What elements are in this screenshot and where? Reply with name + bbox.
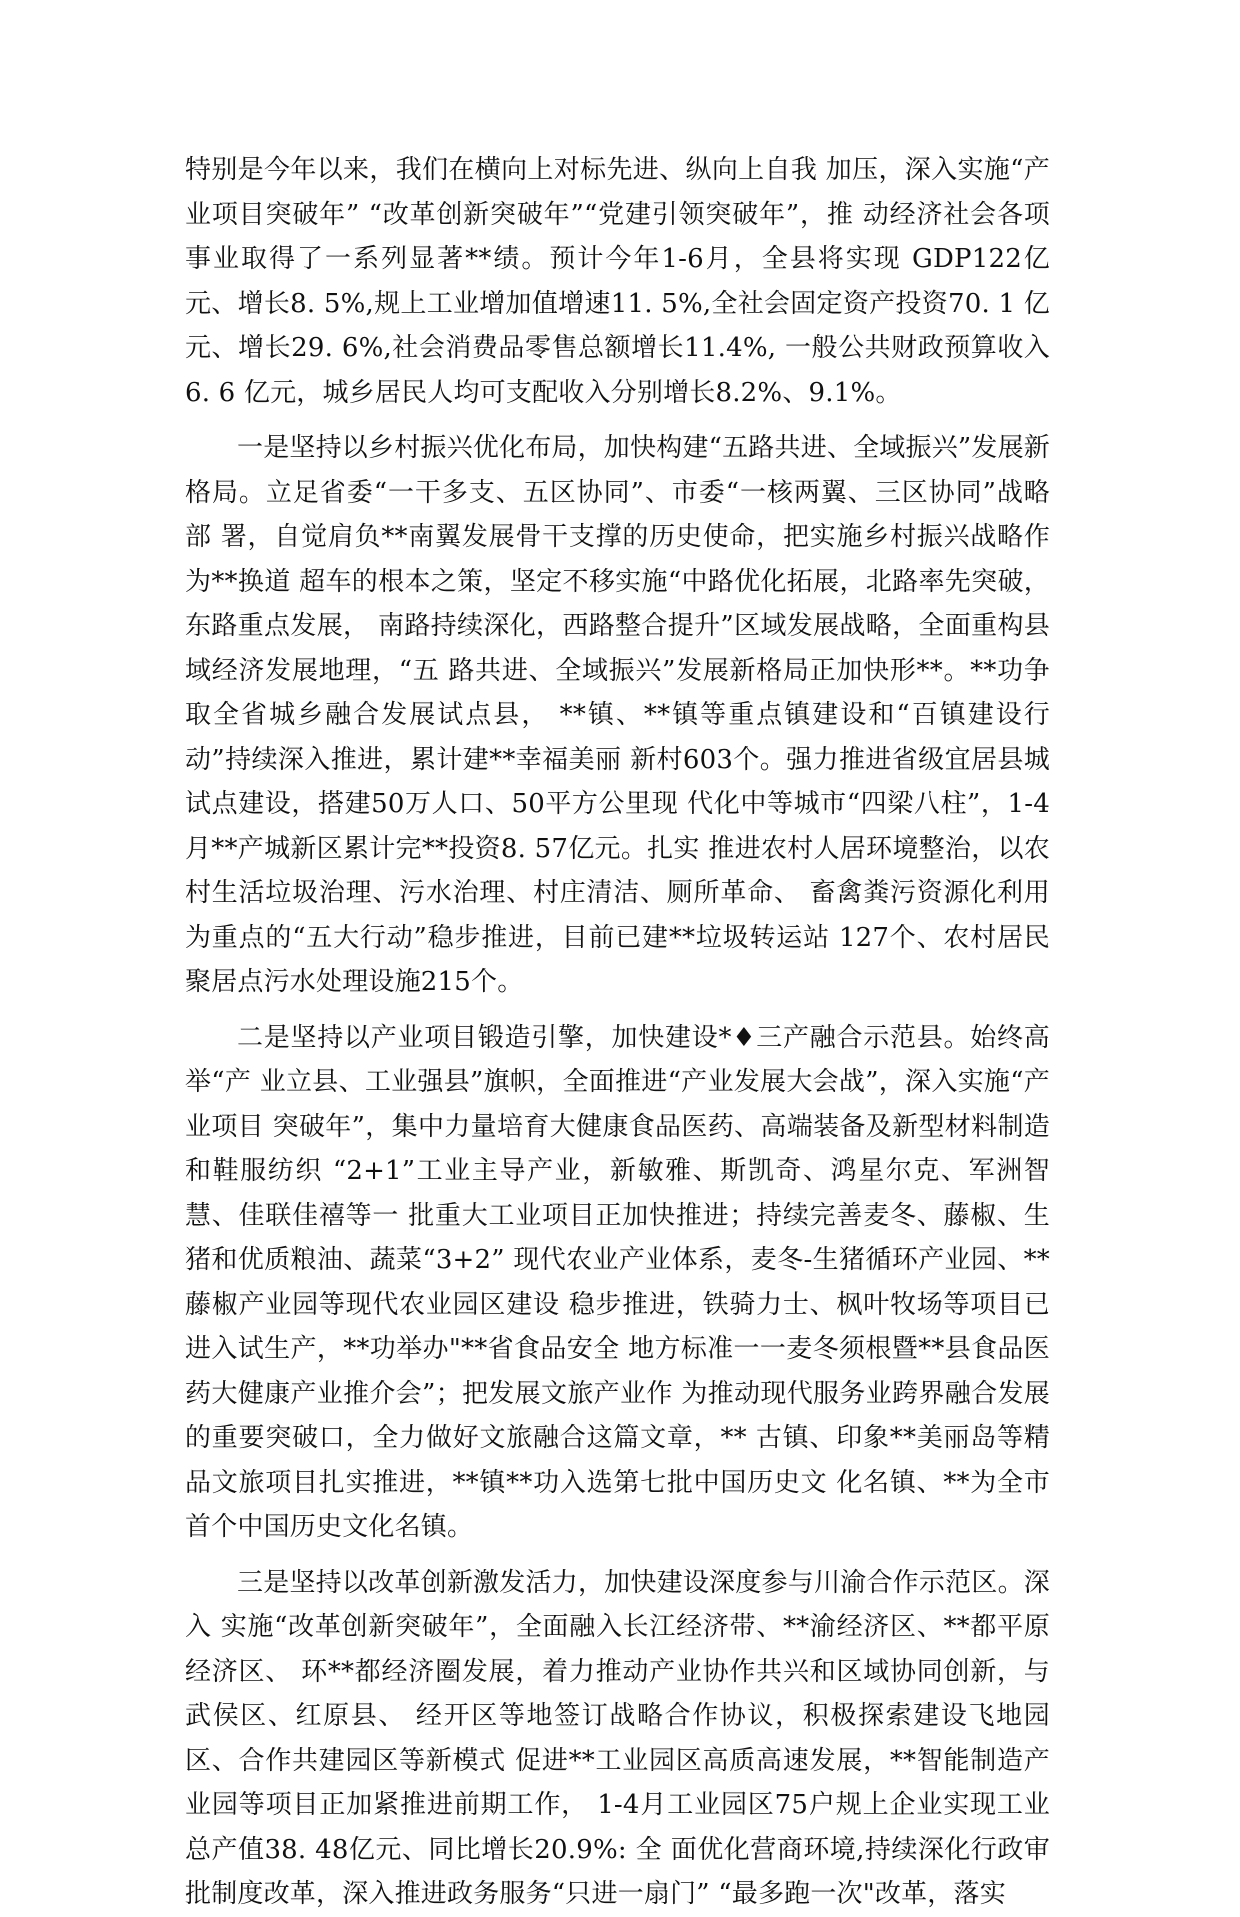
paragraph-intro: 特别是今年以来，我们在横向上对标先进、纵向上自我 加压，深入实施“产业项目突破年” “改革创新突破年”“党建引领突破年”，推 动经济社会各项事业取得了一系列显著**绩。预计今年1-6月，全县将实现 GDP122亿元、增长8. 5%,规上工业增加值增速11. 5%,全社会固定资产投资70. 1 亿元、增长29. 6%,社会消费品零售总额增长11.4%, 一般公共财政预算收入6. 6 亿元，城乡居民人均可支配收入分别增长8.2%、9.1%。 xyxy=(185,155,1050,408)
document-page xyxy=(185,148,1050,1917)
paragraph-industrial-projects: 二是坚持以产业项目锻造引擎，加快建设*♦三产融合示范县。始终高举“产 业立县、工业强县”旗帜，全面推进“产业发展大会战”，深入实施“产业项目 突破年”，集中力量培育大健康食品医药、高端装备及新型材料制造和鞋服纺织 “2+1”工业主导产业，新敏雅、斯凯奇、鸿星尔克、军洲智慧、佳联佳禧等一 批重大工业项目正加快推进；持续完善麦冬、藤椒、生猪和优质粮油、蔬菜“3+2” 现代农业产业体系，麦冬-生猪循环产业园、**藤椒产业园等现代农业园区建设 稳步推进，铁骑力士、枫叶牧场等项目已进入试生产，**功举办"**省食品安全 地方标准一一麦冬须根暨**县食品医药大健康产业推介会”；把发展文旅产业作 为推动现代服务业跨界融合发展的重要突破口，全力做好文旅融合这篇文章，** 古镇、印象**美丽岛等精品文旅项目扎实推进，**镇**功入选第七批中国历史文 化名镇、**为全市首个中国历史文化名镇。 xyxy=(185,1022,1050,1542)
paragraph-rural-revitalization: 一是坚持以乡村振兴优化布局，加快构建“五路共进、全域振兴”发展新 格局。立足省委“一干多支、五区协同”、市委“一核两翼、三区协同”战略部 署，自觉肩负**南翼发展骨干支撑的历史使命，把实施乡村振兴战略作为**换道 超车的根本之策，坚定不移实施“中路优化拓展，北路率先突破，东路重点发展， 南路持续深化，西路整合提升”区域发展战略，全面重构县域经济发展地理，“五 路共进、全域振兴”发展新格局正加快形**。**功争取全省城乡融合发展试点县， **镇、**镇等重点镇建设和“百镇建设行动”持续深入推进，累计建**幸福美丽 新村603个。强力推进省级宜居县城试点建设，搭建50万人口、50平方公里现 代化中等城市“四梁八柱”，1-4月**产城新区累计完**投资8. 57亿元。扎实 推进农村人居环境整治，以农村生活垃圾治理、污水治理、村庄清洁、厕所革命、 畜禽粪污资源化利用为重点的“五大行动”稳步推进，目前已建**垃圾转运站 127个、农村居民聚居点污水处理设施215个。 xyxy=(185,433,1050,997)
paragraph-reform-innovation: 三是坚持以改革创新激发活力，加快建设深度参与川渝合作示范区。深入 实施“改革创新突破年”，全面融入长江经济带、**渝经济区、**都平原经济区、 环**都经济圈发展，着力推动产业协作共兴和区域协同创新，与武侯区、红原县、 经开区等地签订战略合作协议，积极探索建设飞地园区、合作共建园区等新模式 促进**工业园区高质高速发展，**智能制造产业园等项目正加紧推进前期工作， 1-4月工业园区75户规上企业实现工业总产值38. 48亿元、同比增长20.9%: 全 面优化营商环境,持续深化行政审批制度改革，深入推进政务服务“只进一扇门” “最多跑一次"改革，落实 xyxy=(185,1567,1050,1909)
